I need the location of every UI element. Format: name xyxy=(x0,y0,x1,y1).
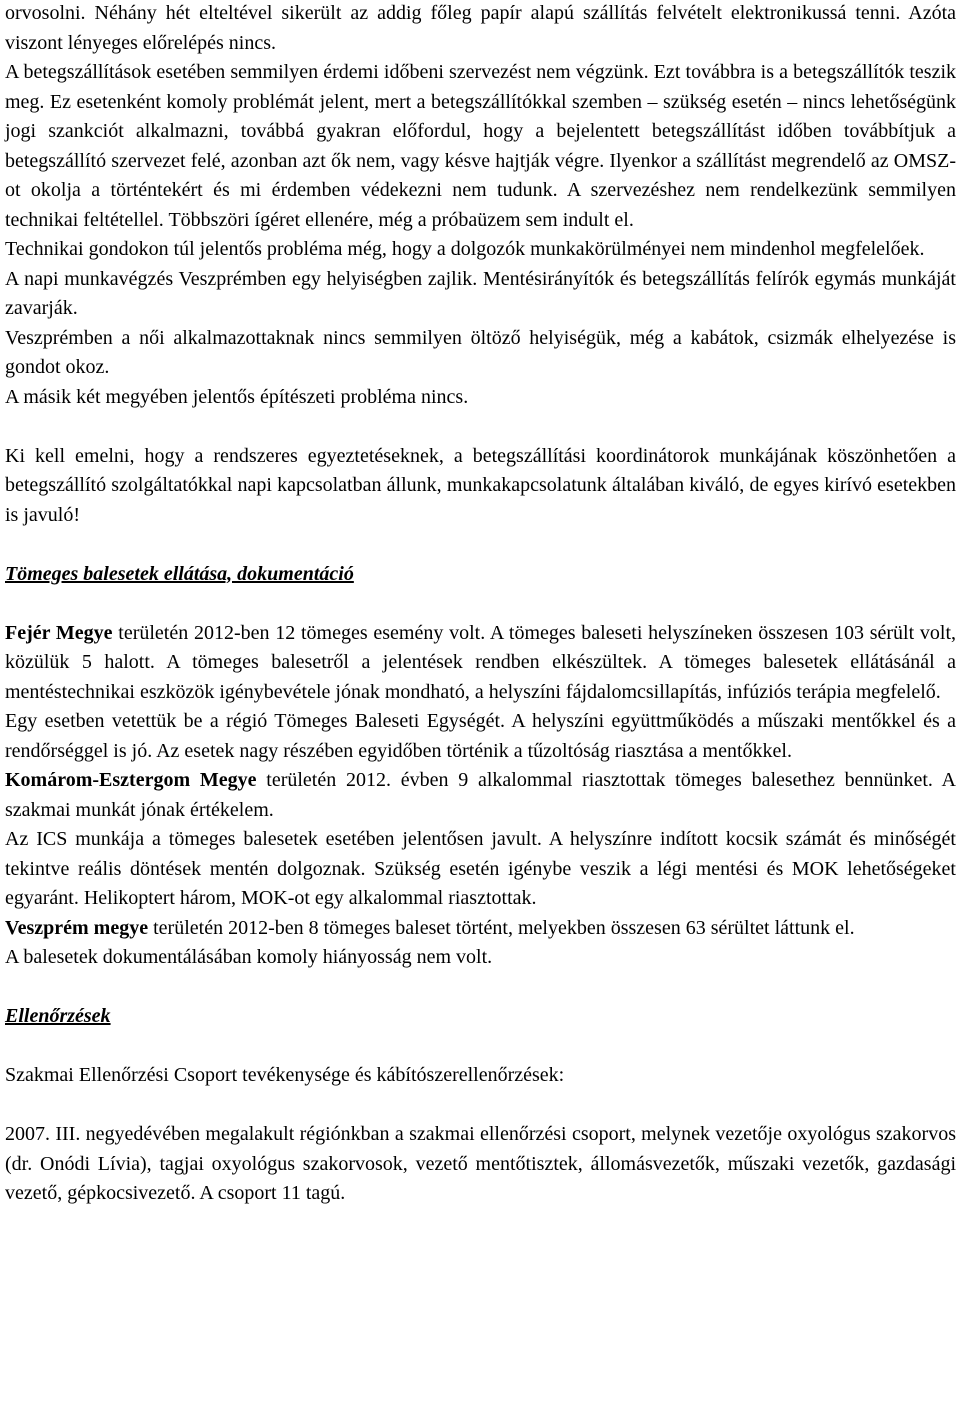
paragraph-spacer xyxy=(5,1032,956,1062)
paragraph-veszprem-county xyxy=(5,914,956,944)
paragraph-transport-recording: orvosolni. Néhány hét elteltével sikerült az addig főleg papír alapú szállítás felvételt elektronikussá tenni. Azóta viszont lényeges előrelépés nincs. xyxy=(5,2,956,54)
paragraph-inspections-body: 2007. III. negyedévében megalakult régiónkban a szakmai ellenőrzési csoport, melynek vezetője oxyológus szakorvos (dr. Onódi Lívia), tagjai oxyológus szakorvosok, vezető mentőtisztek, állomásvezetők, műszaki vezetők, gazdasági vezető, gépkocsivezető. A csoport 11 tagú. xyxy=(5,1123,956,1204)
paragraph-spacer xyxy=(5,589,956,619)
paragraph-spacer xyxy=(5,973,956,1003)
county-name-komarom: Komárom-Esztergom Megye xyxy=(5,769,257,791)
section-heading-mass-casualty: Tömeges balesetek ellátása, dokumentáció xyxy=(5,562,354,585)
document-page xyxy=(5,0,956,1209)
paragraph-fejer-county xyxy=(5,619,956,708)
paragraph-other-counties: A másik két megyében jelentős építészeti probléma nincs. xyxy=(5,385,469,408)
paragraph-regional-unit: Egy esetben vetettük be a régió Tömeges Baleseti Egységét. A helyszíni együttműködés a műszaki mentőkkel és a rendőrséggel is jó. Az esetek nagy részében egyidőben történik a tűzoltóság riasztása a mentőkkel. xyxy=(5,710,956,762)
paragraph-coordinators: Ki kell emelni, hogy a rendszeres egyeztetéseknek, a betegszállítási koordinátorok munkájának köszönhetően a betegszállító szolgáltatókkal napi kapcsolatban állunk, munkakapcsolatunk általában kiváló, de egyes kirívó esetekben is javuló! xyxy=(5,444,956,526)
veszprem-county-text: területén 2012-ben 8 tömeges baleset történt, melyekben összesen 63 sérültet láttunk el. xyxy=(148,916,855,939)
paragraph-spacer xyxy=(5,530,956,560)
paragraph-inspections-subtitle: Szakmai Ellenőrzési Csoport tevékenysége és kábítószerellenőrzések: xyxy=(5,1064,565,1086)
paragraph-documentation: A balesetek dokumentálásában komoly hiányosság nem volt. xyxy=(5,946,493,968)
paragraph-spacer xyxy=(5,412,956,442)
paragraph-veszprem-changing-room: Veszprémben a női alkalmazottaknak nincs semmilyen öltöző helyiségük, még a kabátok, csizmák elhelyezése is gondot okoz. xyxy=(5,326,956,378)
paragraph-veszprem-workspace: A napi munkavégzés Veszprémben egy helyiségben zajlik. Mentésirányítók és betegszállítás felírók egymás munkáját zavarják. xyxy=(5,267,956,319)
paragraph-komarom-county xyxy=(5,766,956,825)
county-name-fejer: Fejér Megye xyxy=(5,621,113,644)
fejer-county-text: területén 2012-ben 12 tömeges esemény volt. A tömeges baleseti helyszíneken összesen 103 sérült volt, közülük 5 halott. A tömeges balesetről a jelentések rendben elkészültek. A tömeges balesetek ellátásánál a mentéstechnikai eszközök igénybevétele jónak mondható, a helyszíni fájdalomcsillapítás, infúziós terápia megfelelő. xyxy=(5,621,957,703)
county-name-veszprem: Veszprém megye xyxy=(5,916,149,939)
section-heading-inspections: Ellenőrzések xyxy=(5,1005,111,1027)
paragraph-working-conditions: Technikai gondokon túl jelentős probléma még, hogy a dolgozók munkakörülményei nem mindenhol megfelelőek. xyxy=(5,238,925,260)
komarom-county-text: területén 2012. évben 9 alkalommal riasztottak tömeges balesethez bennünket. A szakmai munkát jónak értékelem. xyxy=(5,769,956,821)
paragraph-transport-organization: A betegszállítások esetében semmilyen érdemi időbeni szervezést nem végzünk. Ezt továbbra is a betegszállítók teszik meg. Ez esetenként komoly problémát jelent, mert a betegszállítókkal szemben – szükség esetén – nincs lehetőségünk jogi szankciót alkalmazni, továbbá gyakran előfordul, hogy a bejelentett betegszállítást időben továbbítjuk a betegszállító szervezet felé, azonban azt ők nem, vagy késve hajtják végre. Ilyenkor a szállítást megrendelő az OMSZ-ot okolja a történtekért és mi érdemben védekezni nem tudunk. A szervezéshez nem rendelkezünk semmilyen technikai feltétellel. Többszöri ígéret ellenére, még a próbaüzem sem indult el. xyxy=(5,61,956,231)
paragraph-ics: Az ICS munkája a tömeges balesetek esetében jelentősen javult. A helyszínre indított kocsik számát és minőségét tekintve reális döntések mentén dolgoznak. Szükség esetén igénybe veszik a légi mentési és MOK lehetőségeket egyaránt. Helikoptert három, MOK-ot egy alkalommal riasztottak. xyxy=(5,828,956,909)
paragraph-spacer xyxy=(5,1091,956,1121)
